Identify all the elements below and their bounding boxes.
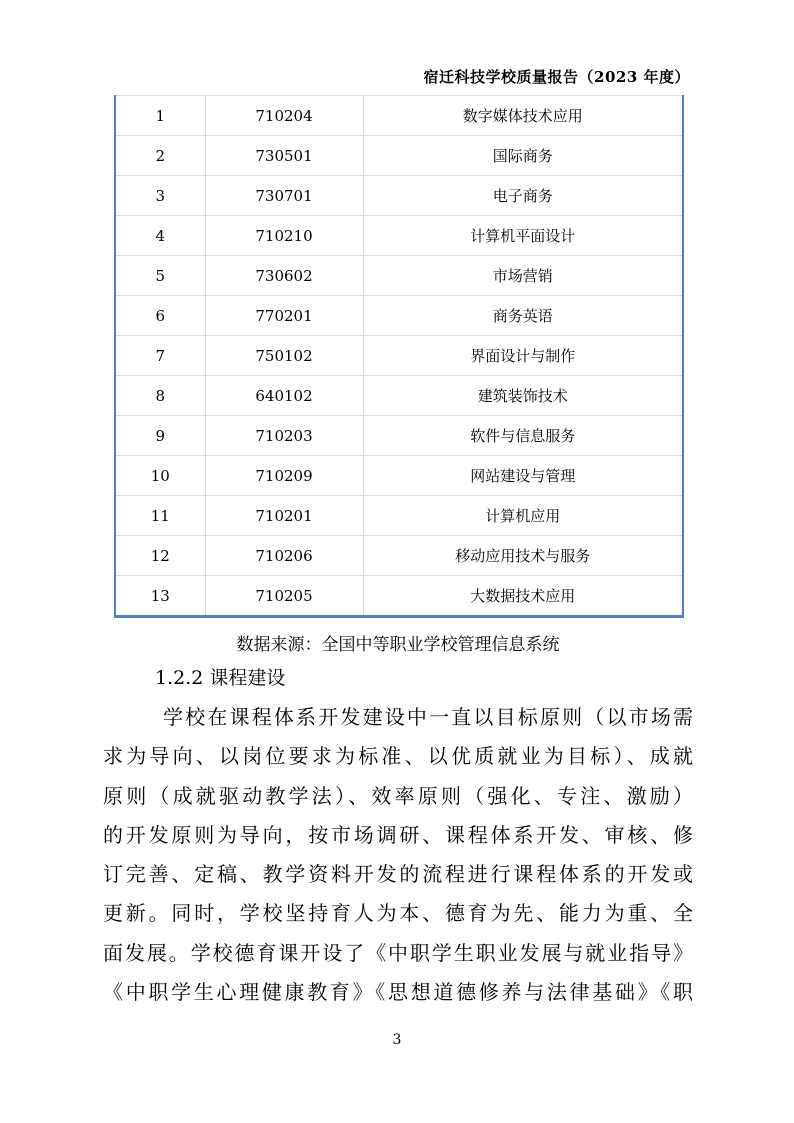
table-row — [115, 136, 683, 176]
row-number-cell: 3 — [115, 176, 205, 216]
major-name-cell: 网站建设与管理 — [363, 456, 683, 496]
major-name-cell: 界面设计与制作 — [363, 336, 683, 376]
major-code-cell: 710206 — [205, 536, 363, 576]
major-name-cell: 国际商务 — [363, 136, 683, 176]
major-name-cell: 数字媒体技术应用 — [363, 96, 683, 136]
table-row — [115, 216, 683, 256]
paragraph-line: 更新。同时，学校坚持育人为本、德育为先、能力为重、全 — [103, 901, 693, 926]
major-code-cell: 730602 — [205, 256, 363, 296]
major-name-cell: 移动应用技术与服务 — [363, 536, 683, 576]
paragraph-line: 《中职学生心理健康教育》《思想道德修养与法律基础》《职 — [103, 980, 693, 1005]
major-code-cell: 710203 — [205, 416, 363, 456]
major-name-cell: 电子商务 — [363, 176, 683, 216]
major-name-cell: 软件与信息服务 — [363, 416, 683, 456]
major-name-cell: 市场营销 — [363, 256, 683, 296]
row-number-cell: 5 — [115, 256, 205, 296]
major-code-cell: 750102 — [205, 336, 363, 376]
major-code-cell: 730701 — [205, 176, 363, 216]
row-number-cell: 12 — [115, 536, 205, 576]
paragraph-line: 原则（成就驱动教学法）、效率原则（强化、专注、激励） — [103, 783, 693, 808]
table-row — [115, 496, 683, 536]
major-name-cell: 计算机平面设计 — [363, 216, 683, 256]
row-number-cell: 6 — [115, 296, 205, 336]
paragraph-line: 求为导向、以岗位要求为标准、以优质就业为目标）、成就 — [103, 744, 693, 769]
major-code-cell: 710210 — [205, 216, 363, 256]
row-number-cell: 8 — [115, 376, 205, 416]
major-name-cell: 商务英语 — [363, 296, 683, 336]
row-number-cell: 7 — [115, 336, 205, 376]
major-code-cell: 710204 — [205, 96, 363, 136]
header-title: 宿迁科技学校质量报告（2023 年度） — [423, 68, 690, 86]
major-code-cell: 640102 — [205, 376, 363, 416]
row-number-cell: 4 — [115, 216, 205, 256]
row-number-cell: 13 — [115, 576, 205, 617]
row-number-cell: 10 — [115, 456, 205, 496]
paragraph-line: 的开发原则为导向，按市场调研、课程体系开发、审核、修 — [103, 822, 693, 847]
row-number-cell: 11 — [115, 496, 205, 536]
table-row — [115, 416, 683, 456]
table-row — [115, 176, 683, 216]
table-row — [115, 376, 683, 416]
paragraph — [103, 701, 693, 1015]
majors-table — [114, 95, 684, 618]
major-name-cell: 大数据技术应用 — [363, 576, 683, 617]
major-code-cell: 710201 — [205, 496, 363, 536]
row-number-cell: 1 — [115, 96, 205, 136]
major-name-cell: 建筑装饰技术 — [363, 376, 683, 416]
major-name-cell: 计算机应用 — [363, 496, 683, 536]
major-code-cell: 730501 — [205, 136, 363, 176]
major-code-cell: 710205 — [205, 576, 363, 617]
paragraph-line: 学校在课程体系开发建设中一直以目标原则（以市场需 — [163, 705, 693, 729]
major-code-cell: 770201 — [205, 296, 363, 336]
major-code-cell: 710209 — [205, 456, 363, 496]
table-row — [115, 296, 683, 336]
table-row — [115, 256, 683, 296]
table-row — [115, 336, 683, 376]
table-row — [115, 536, 683, 576]
page-header — [103, 66, 690, 87]
table-row — [115, 96, 683, 136]
paragraph-line: 订完善、定稿、教学资料开发的流程进行课程体系的开发或 — [103, 862, 693, 887]
table-source-caption: 数据来源：全国中等职业学校管理信息系统 — [236, 635, 560, 655]
row-number-cell: 9 — [115, 416, 205, 456]
table-row — [115, 456, 683, 496]
paragraph-line: 面发展。学校德育课开设了《中职学生职业发展与就业指导》 — [103, 940, 693, 965]
table-row — [115, 576, 683, 617]
section-heading: 1.2.2 课程建设 — [155, 667, 286, 689]
page-number: 3 — [392, 1032, 402, 1048]
row-number-cell: 2 — [115, 136, 205, 176]
